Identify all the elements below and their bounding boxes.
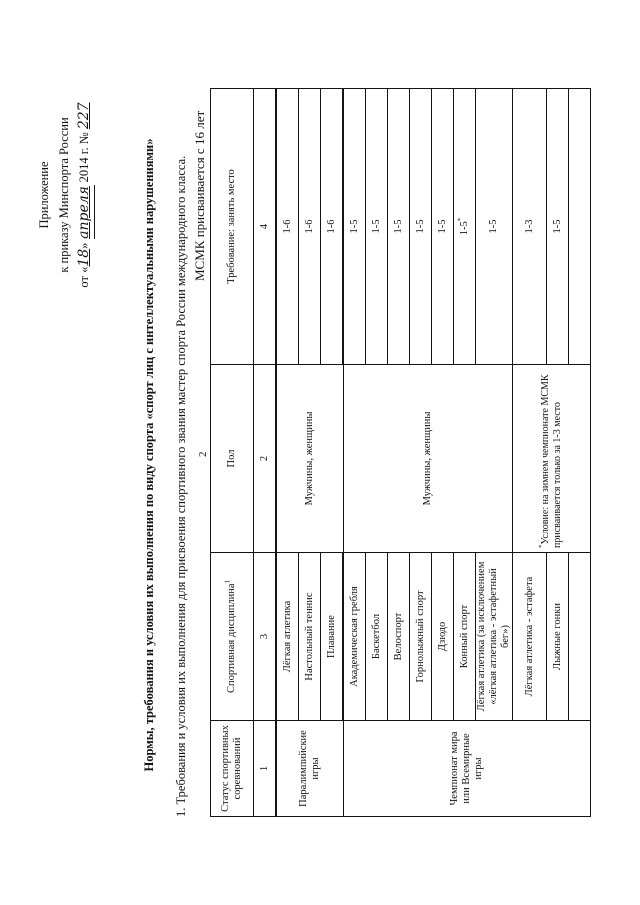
appendix-header: [34, 45, 95, 345]
place-value: 1-5: [458, 221, 470, 236]
table-row: [513, 89, 547, 817]
note-marker: *: [456, 217, 464, 222]
header-status: Статус спортивных соревнований: [211, 721, 254, 817]
header-footnote: 1: [223, 580, 232, 584]
discipline-cell: Академическая гребля: [343, 553, 366, 721]
discipline-cell: Настольный теннис: [299, 553, 321, 721]
status-paralympic: Паралимпийские игры: [276, 721, 343, 817]
column-number: 2: [254, 365, 277, 553]
discipline-cell: Горнолыжный спорт: [410, 553, 432, 721]
table-row: [276, 89, 299, 817]
place-cell: 1-3: [513, 89, 547, 365]
discipline-cell: Велоспорт: [388, 553, 410, 721]
discipline-cell: Баскетбол: [366, 553, 388, 721]
table-row: [343, 89, 366, 817]
place-cell: 1-5: [432, 89, 454, 365]
discipline-cell: Лыжные гонки: [547, 553, 569, 721]
discipline-cell: [569, 553, 591, 721]
order-month: апреля: [74, 185, 95, 239]
sex-cell: Мужчины, женщины: [276, 365, 343, 553]
place-cell: [454, 89, 476, 365]
document-title: Нормы, требования и условия их выполнения по виду спорта «спорт лиц с интеллектуальными нарушениями»: [142, 138, 156, 772]
discipline-cell: Конный спорт: [454, 553, 476, 721]
discipline-cell: Лёгкая атлетика - эстафета: [513, 553, 547, 721]
order-date-mid: »: [77, 242, 91, 249]
winter-note: [513, 365, 591, 553]
column-number: 1: [254, 721, 277, 817]
place-cell: 1-5: [547, 89, 569, 365]
place-cell: 1-5: [410, 89, 432, 365]
discipline-cell: Дзюдо: [432, 553, 454, 721]
column-number: 4: [254, 89, 277, 365]
header-sex: Пол: [211, 365, 254, 553]
column-number: 3: [254, 553, 277, 721]
discipline-cell: Лёгкая атлетика (за исключением «лёгкая атлетика - эстафетный бег»): [476, 553, 513, 721]
order-date-prefix: от «: [77, 266, 91, 288]
sex-cell: Мужчины, женщины: [343, 365, 513, 553]
page-number: 2: [197, 451, 209, 457]
discipline-cell: Лёгкая атлетика: [276, 553, 299, 721]
appendix-line-2: к приказу Минспорта России: [57, 117, 71, 273]
place-cell: [569, 89, 591, 365]
place-cell: 1-5: [388, 89, 410, 365]
status-world-championship: Чемпионат мира или Всемирные игры: [343, 721, 591, 817]
place-cell: 1-5: [476, 89, 513, 365]
section-title: 1. Требования и условия их выполнения для присвоения спортивного звания мастер спорта России международного класса.: [174, 155, 188, 817]
winter-note-marker: *: [537, 544, 546, 548]
order-number: 227: [76, 102, 92, 130]
order-day: 18: [76, 248, 92, 267]
place-cell: 1-5: [366, 89, 388, 365]
place-cell: 1-5: [343, 89, 366, 365]
order-year: 2014 г. №: [77, 132, 91, 183]
table-header-row: [211, 89, 254, 817]
appendix-line-3: [74, 45, 95, 345]
winter-note-text: Условие: на зимнем чемпионате МСМК присваивается только за 1-3 место: [539, 374, 563, 548]
place-cell: 1-6: [299, 89, 321, 365]
discipline-cell: Плавание: [321, 553, 344, 721]
header-discipline: [211, 553, 254, 721]
header-place: Требование: занять место: [211, 89, 254, 365]
requirement-note: МСМК присваивается с 16 лет: [192, 110, 207, 281]
appendix-line-1: Приложение: [37, 161, 51, 229]
header-discipline-text: Спортивная дисциплина: [226, 583, 237, 694]
column-number-row: [254, 89, 277, 817]
requirements-table: [210, 88, 591, 817]
place-cell: 1-6: [276, 89, 299, 365]
place-cell: 1-6: [321, 89, 344, 365]
